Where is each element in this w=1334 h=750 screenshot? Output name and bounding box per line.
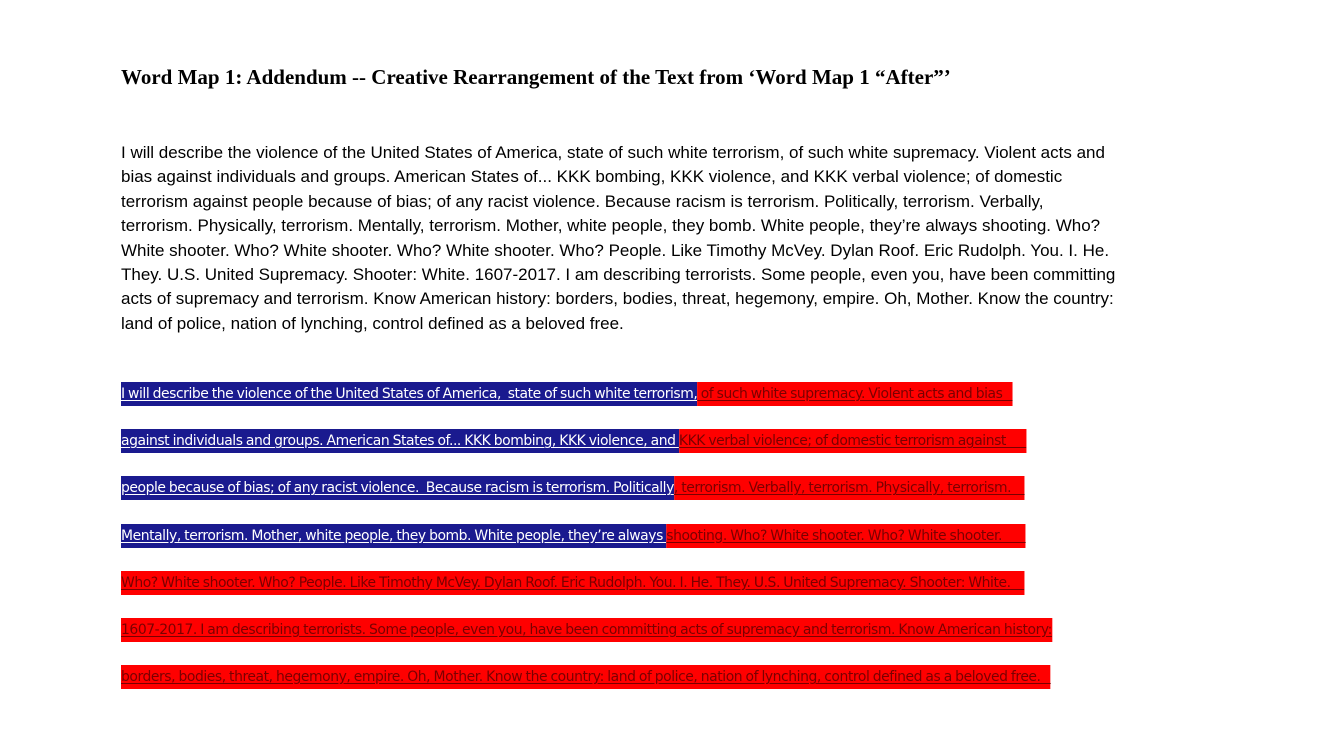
highlighted-line (121, 524, 1126, 548)
highlighted-line (121, 382, 1126, 406)
paragraph-line: land of police, nation of lynching, control defined as a beloved free. (121, 313, 624, 333)
blue-highlight-segment: against individuals and groups. American States of... KKK bombing, KKK violence, and (121, 429, 679, 453)
highlighted-line (121, 571, 1126, 595)
paragraph-line: acts of supremacy and terrorism. Know American history: borders, bodies, threat, hegemony, empire. Oh, Mother. Know the country: (121, 289, 1114, 309)
body-paragraph (121, 141, 1221, 336)
red-highlight-segment: of such white supremacy. Violent acts and bias (697, 382, 1012, 406)
highlighted-line (121, 665, 1126, 689)
red-highlight-segment: borders, bodies, threat, hegemony, empire. Oh, Mother. Know the country: land of police, nation of lynching, control defined as a beloved free. (121, 665, 1051, 689)
blue-highlight-segment: Mentally, terrorism. Mother, white people, they bomb. White people, they’re always (121, 524, 666, 548)
red-highlight-segment: Who? White shooter. Who? People. Like Timothy McVey. Dylan Roof. Eric Rudolph. You. I. He. They. U.S. United Supremacy. Shooter: White. (121, 571, 1024, 595)
paragraph-line: terrorism. Physically, terrorism. Mentally, terrorism. Mother, white people, they bomb. White people, they’re always shooting. Who? (121, 216, 1101, 236)
red-highlight-segment: KKK verbal violence; of domestic terrorism against (679, 429, 1026, 453)
red-highlight-segment: shooting. Who? White shooter. Who? White shooter. (666, 524, 1025, 548)
highlighted-text-block (121, 382, 1131, 712)
paragraph-line: terrorism against people because of bias; of any racist violence. Because racism is terrorism. Politically, terrorism. Verbally, (121, 191, 1044, 211)
blue-highlight-segment: people because of bias; of any racist violence. Because racism is terrorism. Politically (121, 476, 674, 500)
document-title: Word Map 1: Addendum -- Creative Rearrangement of the Text from ‘Word Map 1 “After”’ (121, 65, 951, 89)
paragraph-line: They. U.S. United Supremacy. Shooter: White. 1607-2017. I am describing terrorists. Some people, even you, have been committing (121, 265, 1116, 285)
highlighted-line (121, 618, 1126, 642)
highlighted-line (121, 429, 1126, 453)
paragraph-line: I will describe the violence of the United States of America, state of such white terrorism, of such white supremacy. Violent acts and (121, 143, 1105, 162)
blue-highlight-segment: I will describe the violence of the United States of America, state of such white terrorism, (121, 382, 697, 406)
red-highlight-segment: 1607-2017. I am describing terrorists. Some people, even you, have been committing acts of supremacy and terrorism. Know American history: (121, 618, 1052, 642)
paragraph-line: bias against individuals and groups. American States of... KKK bombing, KKK violence, and KKK verbal violence; of domestic (121, 167, 1063, 187)
paragraph-line: White shooter. Who? White shooter. Who? White shooter. Who? People. Like Timothy McVey. Dylan Roof. Eric Rudolph. You. I. He. (121, 240, 1110, 260)
highlighted-line (121, 476, 1126, 500)
red-highlight-segment: , terrorism. Verbally, terrorism. Physically, terrorism. (674, 476, 1025, 500)
